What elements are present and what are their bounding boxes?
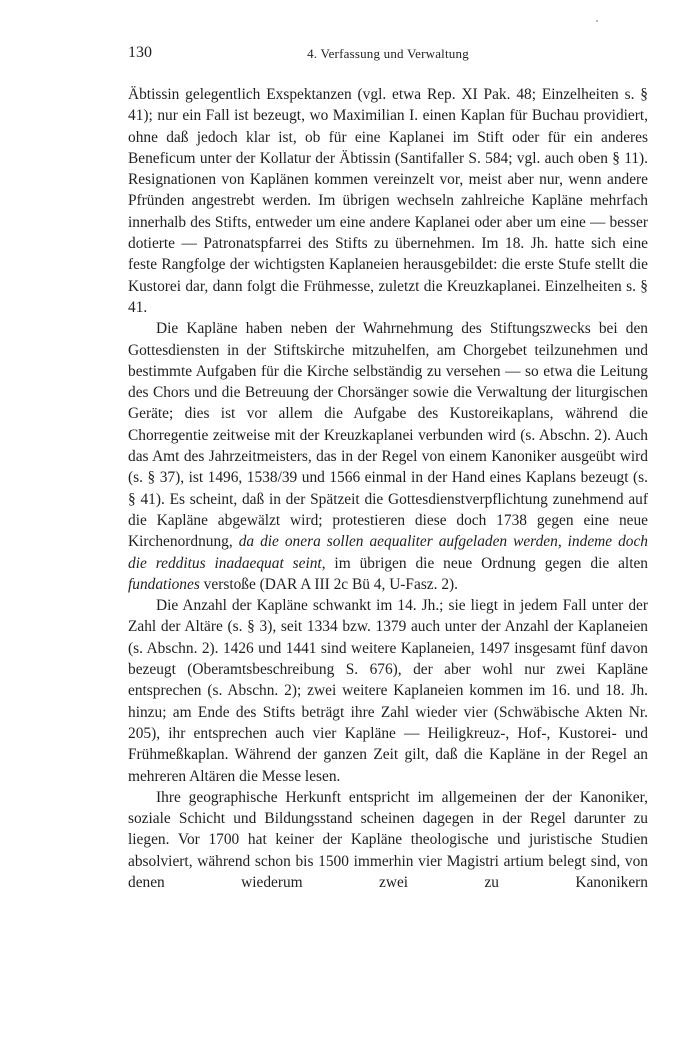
page-header <box>128 44 648 66</box>
running-head: 4. Verfassung und Verwaltung <box>307 46 469 61</box>
paragraph-1 <box>128 84 648 318</box>
paragraph-text: Die Anzahl der Kapläne schwankt im 14. Jh.; sie liegt in jedem Fall unter der Zahl der Altäre (s. § 3), seit 1334 bzw. 1379 auch unter der Anzahl der Kaplaneien (s. Abschn. 2). 1426 und 1441 sind weitere Kaplaneien, 1497 insgesamt fünf davon bezeugt (Oberamtsbeschreibung S. 676), der aber wohl nur zwei Kapläne entsprechen (s. Abschn. 2); zwei weitere Kaplaneien kommen im 16. und 18. Jh. hinzu; am Ende des Stifts beträgt ihre Zahl wieder vier (Schwäbische Akten Nr. 205), ihr entsprechen auch vier Kapläne — Heiligkreuz-, Hof-, Kustorei- und Frühmeßkaplan. Während der ganzen Zeit gilt, daß die Kapläne in der Regel an mehreren Altären die Messe lesen. <box>128 597 648 785</box>
paragraph-text: Äbtissin gelegentlich Exspektanzen (vgl. etwa Rep. XI Pak. 48; Einzelheiten s. § 41); nur ein Fall ist bezeugt, wo Maximilian I. einen Kaplan für Buchau providiert, ohne daß jedoch klar ist, ob für eine Kaplanei im Stift oder für ein anderes Beneficum unter der Kollatur der Äbtissin (Santifaller S. 584; vgl. auch oben § 11). Resignationen von Kaplänen kommen vereinzelt vor, meist aber nur, wenn andere Pfründen angestrebt werden. Im übrigen wechseln zahlreiche Kapläne mehrfach innerhalb des Stifts, entweder um eine andere Kaplanei oder aber um eine — besser dotierte — Patronatspfarrei des Stifts zu übernehmen. Im 18. Jh. hatte sich eine feste Rangfolge der wichtigsten Kaplaneien herausgebildet: die erste Stufe stellt die Kustorei dar, dann folgt die Frühmesse, zuletzt die Kreuzkaplanei. Einzelheiten s. § 41. <box>128 86 648 316</box>
paragraph-4 <box>128 787 648 893</box>
body-text <box>128 84 648 893</box>
paragraph-2 <box>128 318 648 595</box>
page-number: 130 <box>128 44 152 61</box>
paragraph-text: , im übrigen die neue Ordnung gegen die alten <box>321 554 648 572</box>
paragraph-3 <box>128 595 648 787</box>
scan-speck <box>596 20 598 22</box>
paragraph-text: Ihre geographische Herkunft entspricht im allgemeinen der der Kanoniker, soziale Schicht und Bildungsstand scheinen dagegen in der Regel darunter zu liegen. Vor 1700 hat keiner der Kapläne theologische und juristische Studien absolviert, während schon bis 1500 immerhin vier Magistri artium belegt sind, von denen wiederum zwei zu Kanonikern <box>128 788 648 891</box>
paragraph-text: Die Kapläne haben neben der Wahrnehmung des Stiftungszwecks bei den Gottesdiensten in der Stiftskirche mitzuhelfen, am Chorgebet teilzunehmen und bestimmte Aufgaben für die Kirche selbständig zu versehen — so etwa die Leitung des Chors und die Betreuung der Chorsänger sowie die Verwaltung der liturgischen Geräte; dies ist vor allem die Aufgabe des Kustoreikaplans, während die Chorregentie zeitweise mit der Kreuzkaplanei verbunden wird (s. Abschn. 2). Auch das Amt des Jahrzeitmeisters, das in der Regel von einem Kanoniker ausgeübt wird (s. § 37), ist 1496, 1538/39 und 1566 einmal in der Hand eines Kaplans bezeugt (s. § 41). Es scheint, daß in der Spätzeit die Gottesdienstverpflichtung zunehmend auf die Kapläne abgewälzt wird; protestieren diese doch 1738 gegen eine neue Kirchenordnung, <box>128 320 648 551</box>
paragraph-text: verstoße (DAR A III 2c Bü 4, U-Fasz. 2). <box>199 575 459 593</box>
latin-term: fundationes <box>128 575 200 593</box>
latin-quotation: da die onera sollen aequaliter aufgeladen werden, indeme doch die redditus inadaequat seint <box>128 533 648 572</box>
